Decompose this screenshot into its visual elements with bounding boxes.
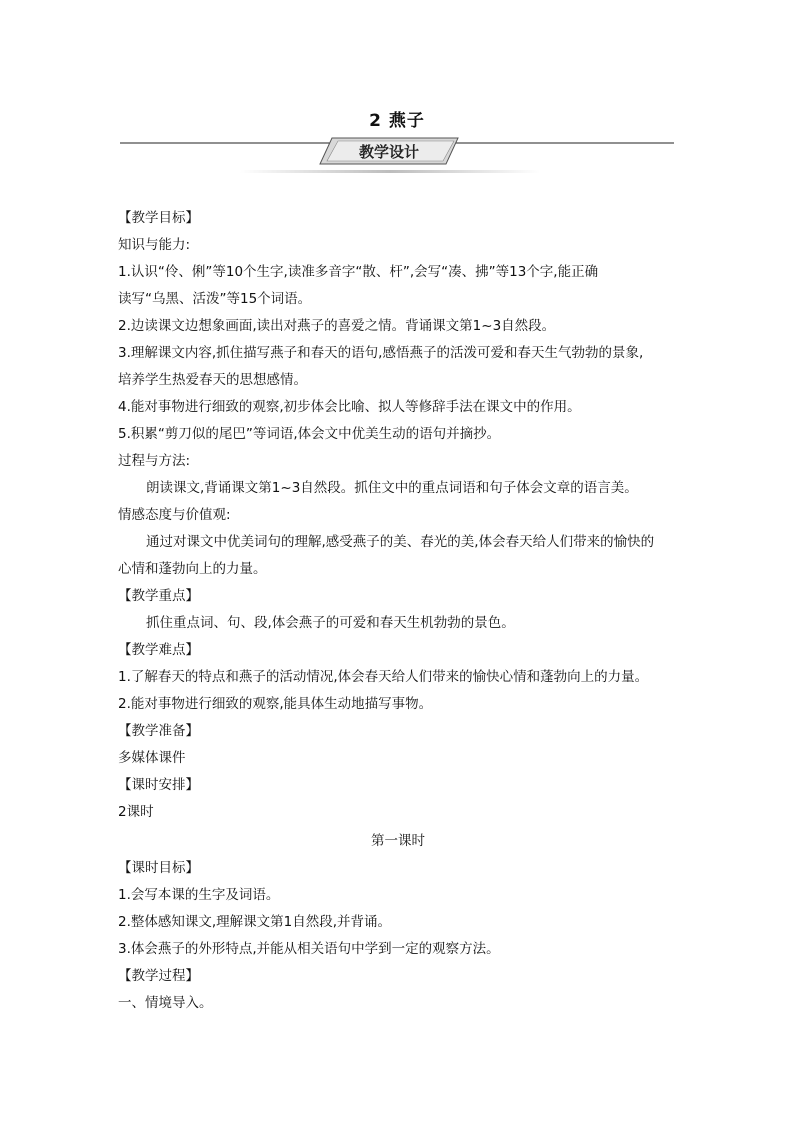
session-goal-item: 2.整体感知课文,理解课文第1自然段,并背诵。	[118, 914, 392, 930]
goal-item: 5.积累“剪刀似的尾巴”等词语,体会文中优美生动的语句并摘抄。	[118, 426, 501, 442]
subheading-knowledge: 知识与能力:	[118, 237, 191, 253]
preparation-text: 多媒体课件	[118, 750, 186, 766]
difficulty-item: 2.能对事物进行细致的观察,能具体生动地描写事物。	[118, 696, 433, 712]
schedule-text: 2课时	[118, 804, 154, 820]
goal-item: 2.边读课文边想象画面,读出对燕子的喜爱之情。背诵课文第1~3自然段。	[118, 318, 556, 334]
heading-process-steps: 【教学过程】	[118, 968, 199, 984]
goal-item-cont: 读写“乌黑、活泼”等15个词语。	[118, 291, 312, 307]
heading-teaching-goals: 【教学目标】	[118, 210, 199, 226]
heading-preparation: 【教学准备】	[118, 723, 199, 739]
session-title: 第一课时	[371, 833, 425, 849]
difficulty-item: 1.了解春天的特点和燕子的活动情况,体会春天给人们带来的愉快心情和蓬勃向上的力量。	[118, 669, 649, 685]
heading-difficulties: 【教学难点】	[118, 642, 199, 658]
lesson-title: 2 燕子	[369, 111, 425, 131]
key-points-text: 抓住重点词、句、段,体会燕子的可爱和春天生机勃勃的景色。	[146, 615, 515, 631]
banner-label: 教学设计	[358, 143, 420, 161]
heading-key-points: 【教学重点】	[118, 588, 199, 604]
emotion-text-cont: 心情和蓬勃向上的力量。	[118, 561, 267, 577]
goal-item: 3.理解课文内容,抓住描写燕子和春天的语句,感悟燕子的活泼可爱和春天生气勃勃的景象,	[118, 345, 644, 361]
document-body	[118, 205, 678, 1017]
process-step: 一、情境导入。	[118, 995, 213, 1011]
goal-item: 4.能对事物进行细致的观察,初步体会比喻、拟人等修辞手法在课文中的作用。	[118, 399, 581, 415]
session-goal-item: 1.会写本课的生字及词语。	[118, 887, 280, 903]
session-goal-item: 3.体会燕子的外形特点,并能从相关语句中学到一定的观察方法。	[118, 941, 500, 957]
heading-schedule: 【课时安排】	[118, 777, 199, 793]
goal-item-cont: 培养学生热爱春天的思想感情。	[118, 372, 307, 388]
section-banner	[120, 136, 674, 180]
process-text: 朗读课文,背诵课文第1~3自然段。抓住文中的重点词语和句子体会文章的语言美。	[146, 480, 638, 496]
heading-session-goals: 【课时目标】	[118, 860, 199, 876]
subheading-process: 过程与方法:	[118, 453, 191, 469]
subheading-emotion: 情感态度与价值观:	[118, 507, 231, 523]
goal-item: 1.认识“伶、俐”等10个生字,读准多音字“散、杆”,会写“凑、拂”等13个字,能正确	[118, 264, 599, 280]
emotion-text: 通过对课文中优美词句的理解,感受燕子的美、春光的美,体会春天给人们带来的愉快的	[146, 534, 655, 550]
